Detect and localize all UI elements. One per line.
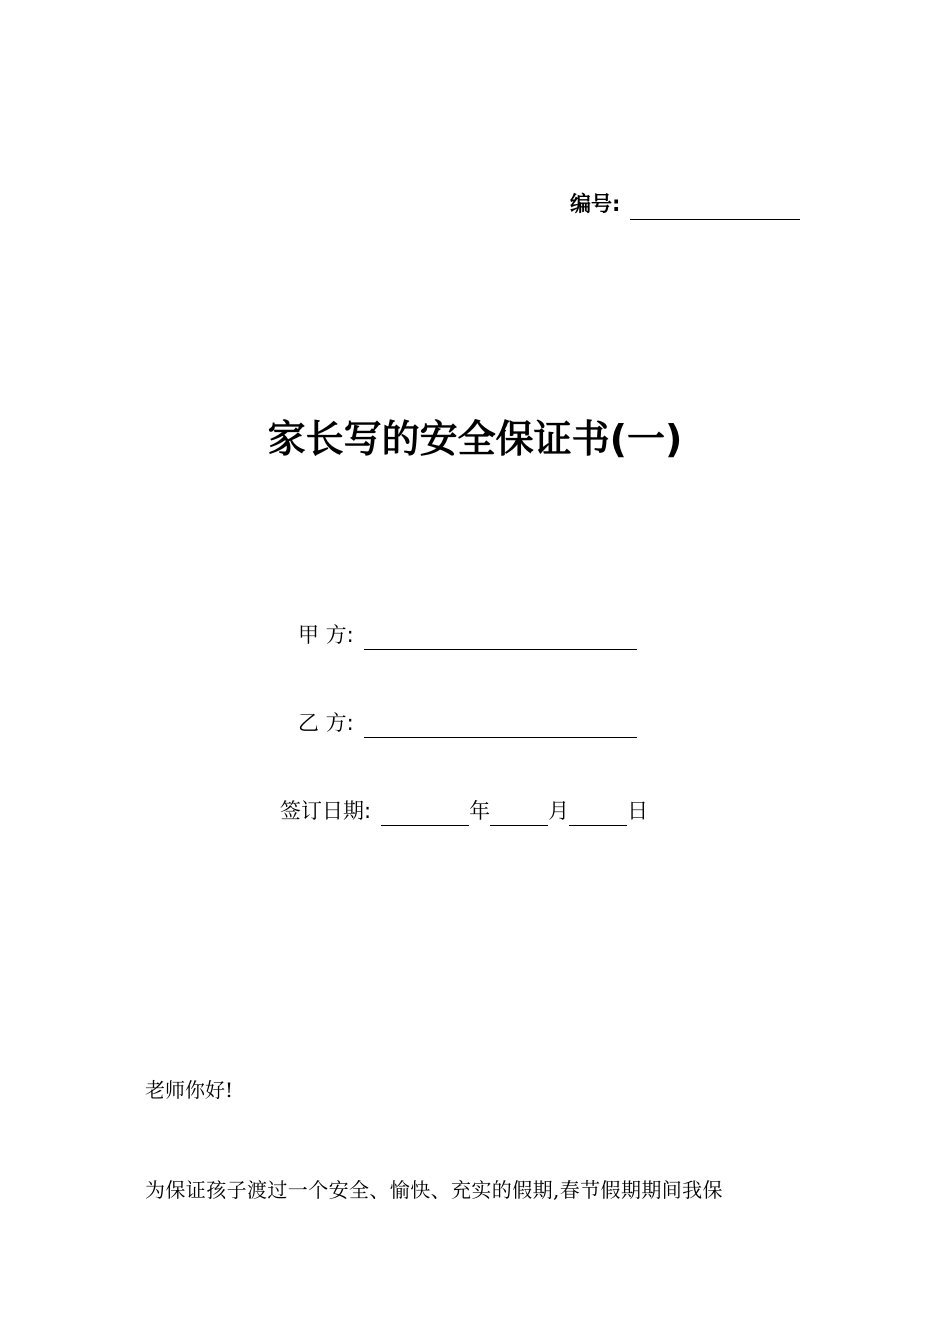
year-blank <box>381 803 469 826</box>
month-label: 月 <box>548 799 570 823</box>
party-b-label: 乙 方: <box>298 711 354 735</box>
party-b-blank <box>364 715 637 738</box>
day-blank <box>569 803 627 826</box>
greeting: 老师你好! <box>145 1078 234 1102</box>
signing-date-label: 签订日期: <box>280 799 372 823</box>
month-blank <box>490 803 548 826</box>
serial-number-blank <box>630 195 800 220</box>
party-a-label: 甲 方: <box>298 623 354 647</box>
year-label: 年 <box>469 799 491 823</box>
body-paragraph: 为保证孩子渡过一个安全、愉快、充实的假期,春节假期期间我保 <box>145 1178 723 1202</box>
serial-number-label: 编号: <box>570 192 621 216</box>
document-title: 家长写的安全保证书(一) <box>267 417 683 461</box>
party-a-blank <box>364 627 637 650</box>
day-label: 日 <box>627 799 649 823</box>
serial-number-row <box>570 188 800 220</box>
party-b-row <box>298 708 637 738</box>
signing-date-row <box>280 796 648 826</box>
party-a-row <box>298 620 637 650</box>
